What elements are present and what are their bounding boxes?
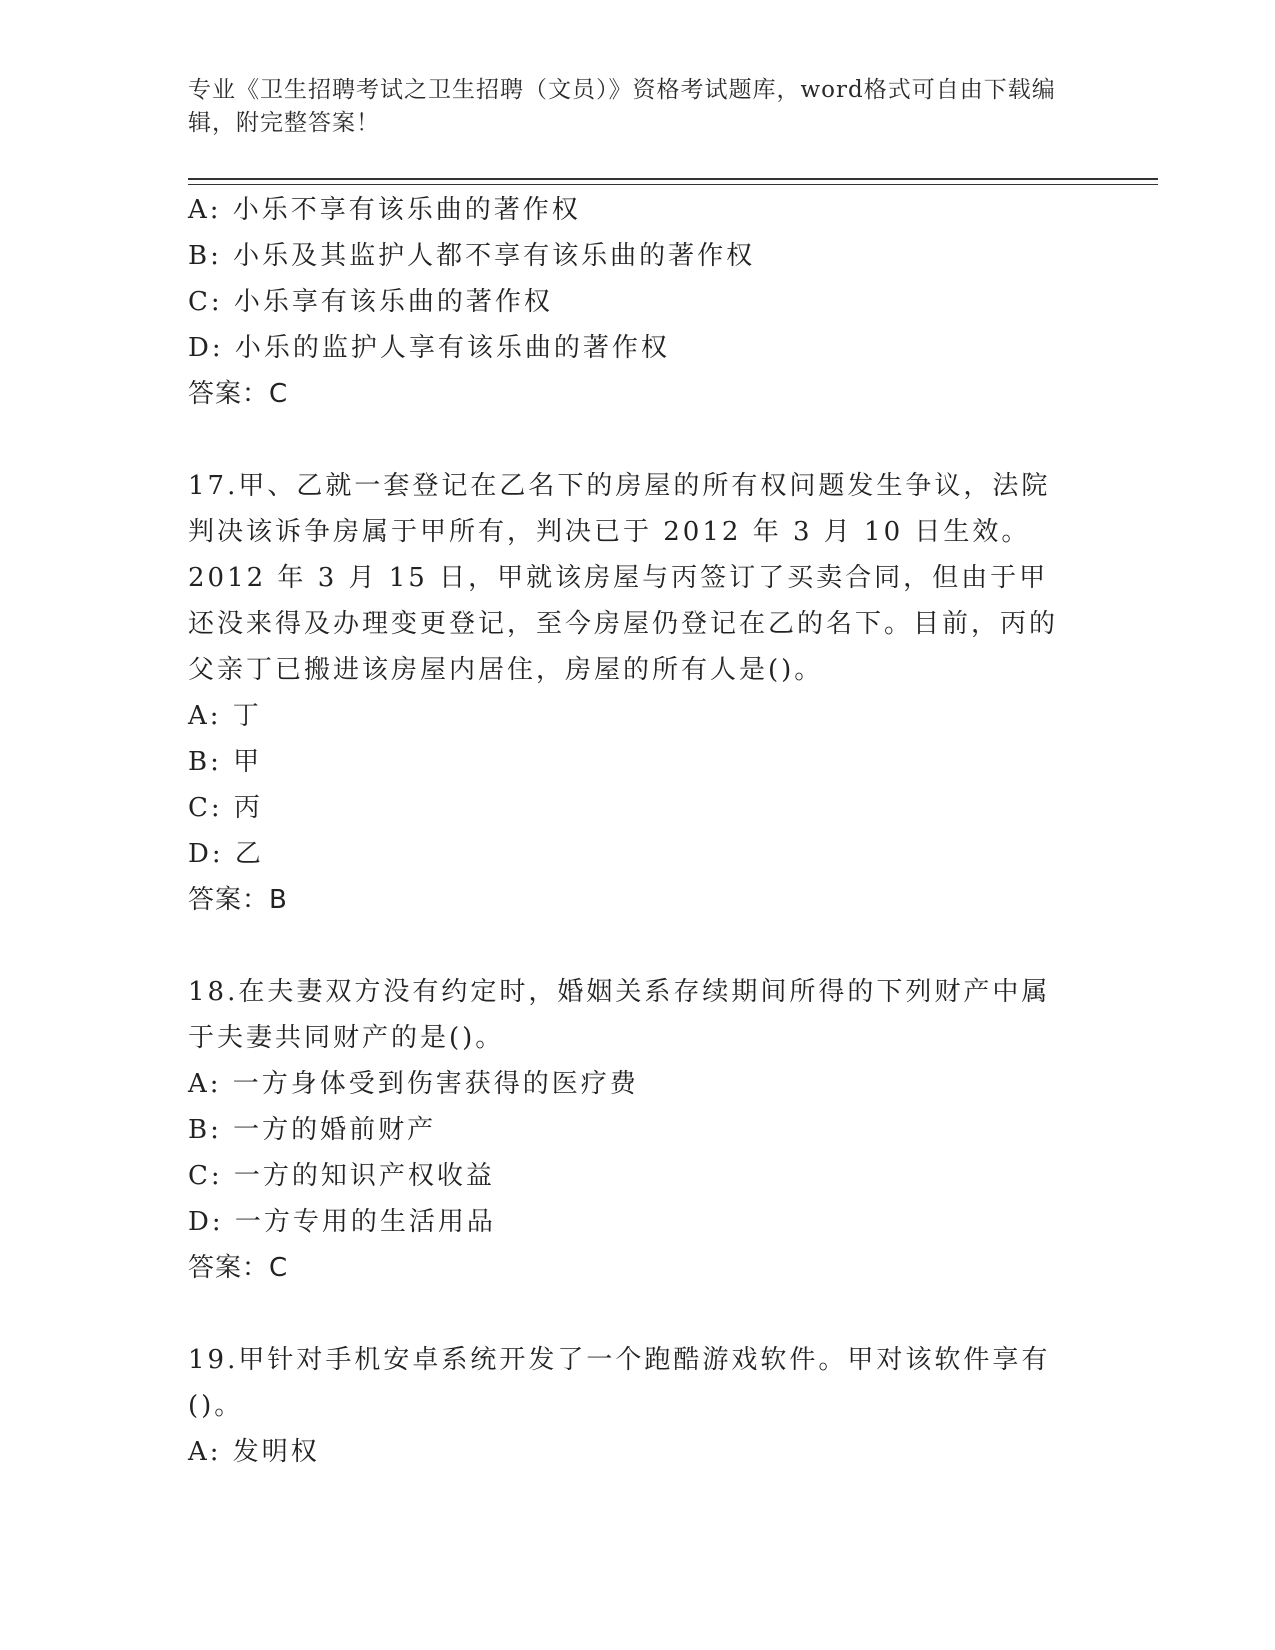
option-d: D: 小乐的监护人享有该乐曲的著作权 (188, 333, 670, 363)
option-b: B: 甲 (188, 747, 263, 777)
spacer (188, 417, 1068, 463)
question-17-block (188, 463, 1068, 923)
option-d: D: 乙 (188, 839, 264, 869)
question-text: 17.甲、乙就一套登记在乙名下的房屋的所有权问题发生争议，法院判决该诉争房属于甲所有，判决已于 2012 年 3 月 10 日生效。2012 年 3 月 15 日，甲就该房屋与丙签订了买卖合同，但由于甲还没来得及办理变更登记，至今房屋仍登记在乙的名下。目前，丙的父亲丁已搬进该房屋内居住，房屋的所有人是()。 (188, 471, 1059, 685)
question-text: 18.在夫妻双方没有约定时，婚姻关系存续期间所得的下列财产中属于夫妻共同财产的是()。 (188, 977, 1051, 1053)
document-header: 专业《卫生招聘考试之卫生招聘（文员）》资格考试题库，word格式可自由下载编辑，附完整答案！ (188, 77, 1056, 136)
question-text: 19.甲针对手机安卓系统开发了一个跑酷游戏软件。甲对该软件享有()。 (188, 1345, 1051, 1421)
option-c: C: 小乐享有该乐曲的著作权 (188, 287, 553, 317)
answer-line: 答案：C (188, 1253, 289, 1283)
option-a: A: 小乐不享有该乐曲的著作权 (188, 195, 581, 225)
option-b: B: 小乐及其监护人都不享有该乐曲的著作权 (188, 241, 756, 271)
question-18-block (188, 969, 1068, 1291)
spacer (188, 923, 1068, 969)
option-a: A: 发明权 (188, 1437, 320, 1467)
question-list (188, 187, 1068, 1475)
option-a: A: 丁 (188, 701, 262, 731)
option-c: C: 丙 (188, 793, 263, 823)
option-d: D: 一方专用的生活用品 (188, 1207, 496, 1237)
spacer (188, 1291, 1068, 1337)
header-divider-thin (188, 184, 1158, 185)
answer-line: 答案：C (188, 379, 289, 409)
option-c: C: 一方的知识产权收益 (188, 1161, 495, 1191)
answer-line: 答案：B (188, 885, 288, 915)
header-divider-thick (188, 178, 1158, 180)
question-19-block (188, 1337, 1068, 1475)
option-a: A: 一方身体受到伤害获得的医疗费 (188, 1069, 639, 1099)
option-b: B: 一方的婚前财产 (188, 1115, 437, 1145)
question-16-block (188, 187, 1068, 417)
